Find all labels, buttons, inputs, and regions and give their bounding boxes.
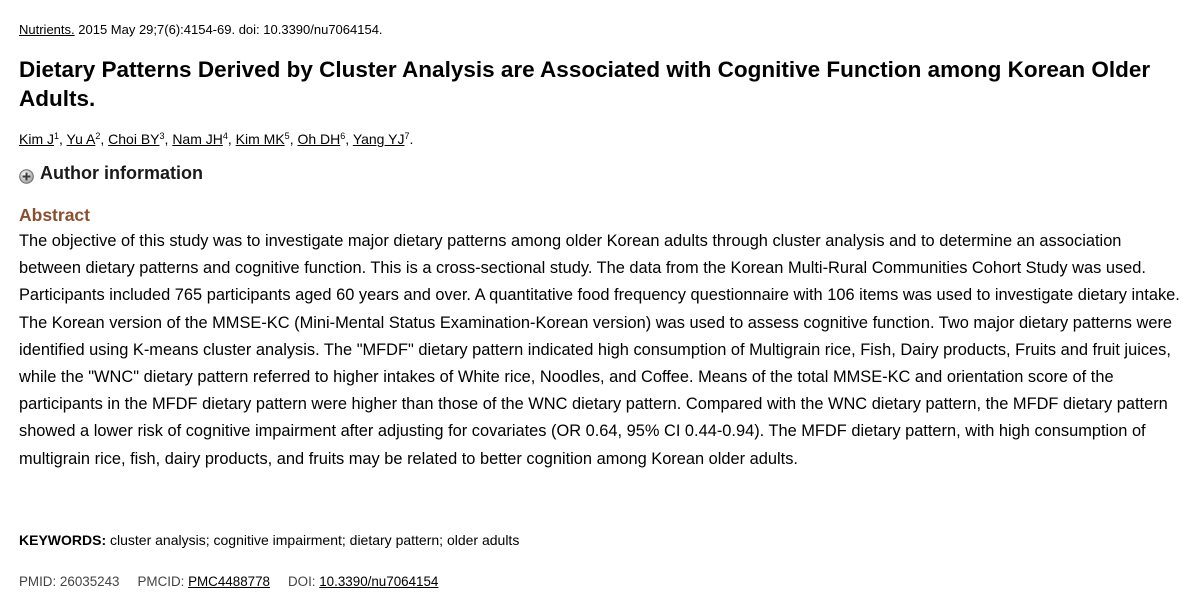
author-affiliation-sup: 4 (222, 131, 228, 141)
citation-line (19, 21, 383, 39)
doi-label: DOI: (287, 574, 320, 589)
author-affiliation-sup: 7 (404, 131, 410, 141)
plus-circle-icon[interactable] (19, 166, 34, 181)
pmcid-label: PMCID: (137, 574, 189, 589)
keywords-line (19, 530, 519, 550)
author-affiliation-sup: 6 (340, 131, 346, 141)
author-affiliation-sup: 5 (284, 131, 290, 141)
author-information-label[interactable]: Author information (40, 163, 203, 183)
abstract-heading: Abstract (19, 205, 90, 225)
author-affiliation-sup: 1 (54, 131, 60, 141)
doi-link[interactable]: 10.3390/nu7064154 (319, 574, 439, 589)
author-link[interactable]: Yang YJ (352, 131, 405, 147)
pmid-value: 26035243 (59, 574, 120, 589)
author-information-toggle[interactable] (19, 161, 203, 185)
author-link[interactable]: Yu A (66, 131, 96, 147)
author-link[interactable]: Choi BY (108, 131, 160, 147)
author-link[interactable]: Kim MK (235, 131, 285, 147)
author-affiliation-sup: 3 (159, 131, 165, 141)
citation-details: 2015 May 29;7(6):4154-69. doi: 10.3390/nu7064154. (74, 22, 383, 37)
keywords-text: cluster analysis; cognitive impairment; dietary pattern; older adults (106, 532, 520, 548)
article-identifiers (19, 572, 438, 592)
pmid-label: PMID: (19, 574, 60, 589)
article-title: Dietary Patterns Derived by Cluster Analysis are Associated with Cognitive Function among Korean Older Adults. (19, 57, 1151, 111)
author-link[interactable]: Oh DH (297, 131, 341, 147)
journal-link[interactable]: Nutrients. (19, 22, 75, 37)
author-affiliation-sup: 2 (95, 131, 101, 141)
author-list: Kim $J^1$, Yu $A^2$, Choi $BY^3$, Nam $JH^4$, Kim $MK^5$, Oh $DH^6$, Yang $YJ^7$. (19, 131, 414, 147)
author-link[interactable]: Nam JH (172, 131, 223, 147)
keywords-label: KEYWORDS: (19, 532, 107, 548)
abstract-text: The objective of this study was to investigate major dietary patterns among older Korean adults through cluster analysis and to determine an association between dietary patterns and cognitive function. This is a cross-sectional study. The data from the Korean Multi-Rural Communities Cohort Study was used. Participants included 765 participants aged 60 years and over. A quantitative food frequency questionnaire with 106 items was used to investigate dietary intake. The Korean version of the MMSE-KC (Mini-Mental Status Examination-Korean version) was used to assess cognitive function. Two major dietary patterns were identified using K-means cluster analysis. The "MFDF" dietary pattern indicated high consumption of Multigrain rice, Fish, Dairy products, Fruits and fruit juices, while the "WNC" dietary pattern referred to higher intakes of White rice, Noodles, and Coffee. Means of the total MMSE-KC and orientation score of the participants in the MFDF dietary pattern were higher than those of the WNC dietary pattern. Compared with the WNC dietary pattern, the MFDF dietary pattern showed a lower risk of cognitive impairment after adjusting for covariates (OR 0.64, 95% CI 0.44-0.94). The MFDF dietary pattern, with high consumption of multigrain rice, fish, dairy products, and fruits may be related to better cognition among Korean older adults. (19, 232, 1180, 468)
author-link[interactable]: Kim J (19, 131, 54, 147)
pmcid-link[interactable]: PMC4488778 (188, 574, 270, 589)
